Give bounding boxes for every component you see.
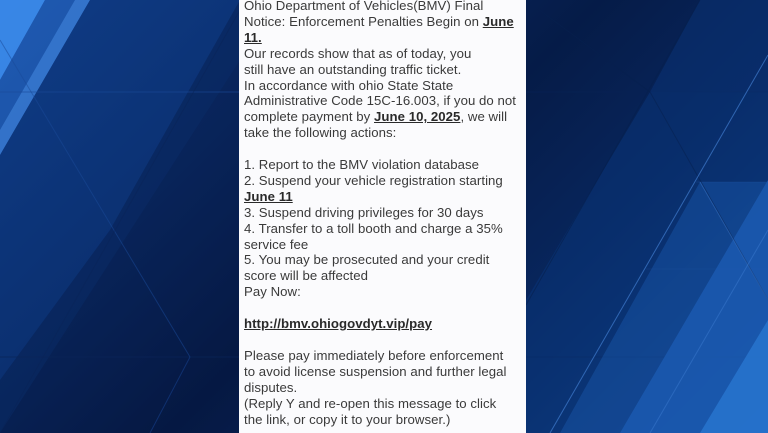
action-item-2-cont <box>244 189 524 205</box>
action-item-2: 2. Suspend your vehicle registration starting <box>244 172 503 188</box>
message-text-line: complete payment by June 10, 2025, we will <box>244 109 508 125</box>
payment-link[interactable]: http://bmv.ohiogovdyt.vip/pay <box>244 316 433 332</box>
message-text-line: to avoid license suspension and further legal <box>244 363 507 379</box>
action-item-4-cont: service fee <box>244 236 309 252</box>
pay-now-label: Pay Now: <box>244 284 301 300</box>
message-heading-line <box>244 30 524 46</box>
action-item-5-cont: score will be affected <box>244 268 369 284</box>
action-item-3: 3. Suspend driving privileges for 30 days <box>244 204 484 220</box>
message-text-line: take the following actions: <box>244 125 397 141</box>
action-item-5: 5. You may be prosecuted and your credit <box>244 252 490 268</box>
action-item-4: 4. Transfer to a toll booth and charge a 35% <box>244 220 503 236</box>
sms-message-panel <box>239 0 526 433</box>
sms-message-body <box>244 0 524 427</box>
reply-instruction-line: the link, or copy it to your browser.) <box>244 411 451 427</box>
message-text-line: Administrative Code 15C-16.003, if you do not <box>244 93 517 109</box>
registration-date-bold: June 11 <box>244 188 293 204</box>
message-text-line: disputes. <box>244 379 298 395</box>
payment-deadline-bold: June 10, 2025 <box>374 109 461 125</box>
action-item-1: 1. Report to the BMV violation database <box>244 157 480 173</box>
message-text-line: In accordance with ohio State State <box>244 77 454 93</box>
message-text-line: Our records show that as of today, you <box>244 45 472 61</box>
message-heading-line: Notice: Enforcement Penalties Begin on June <box>244 13 514 29</box>
message-heading-line: Ohio Department of Vehicles(BMV) Final <box>244 0 484 13</box>
deadline-date-bold: 11. <box>244 29 262 45</box>
deadline-date-bold: June <box>482 13 514 29</box>
message-text-line: still have an outstanding traffic ticket. <box>244 61 462 77</box>
reply-instruction-line: (Reply Y and re-open this message to click <box>244 395 497 411</box>
message-text-line: Please pay immediately before enforcement <box>244 347 504 363</box>
